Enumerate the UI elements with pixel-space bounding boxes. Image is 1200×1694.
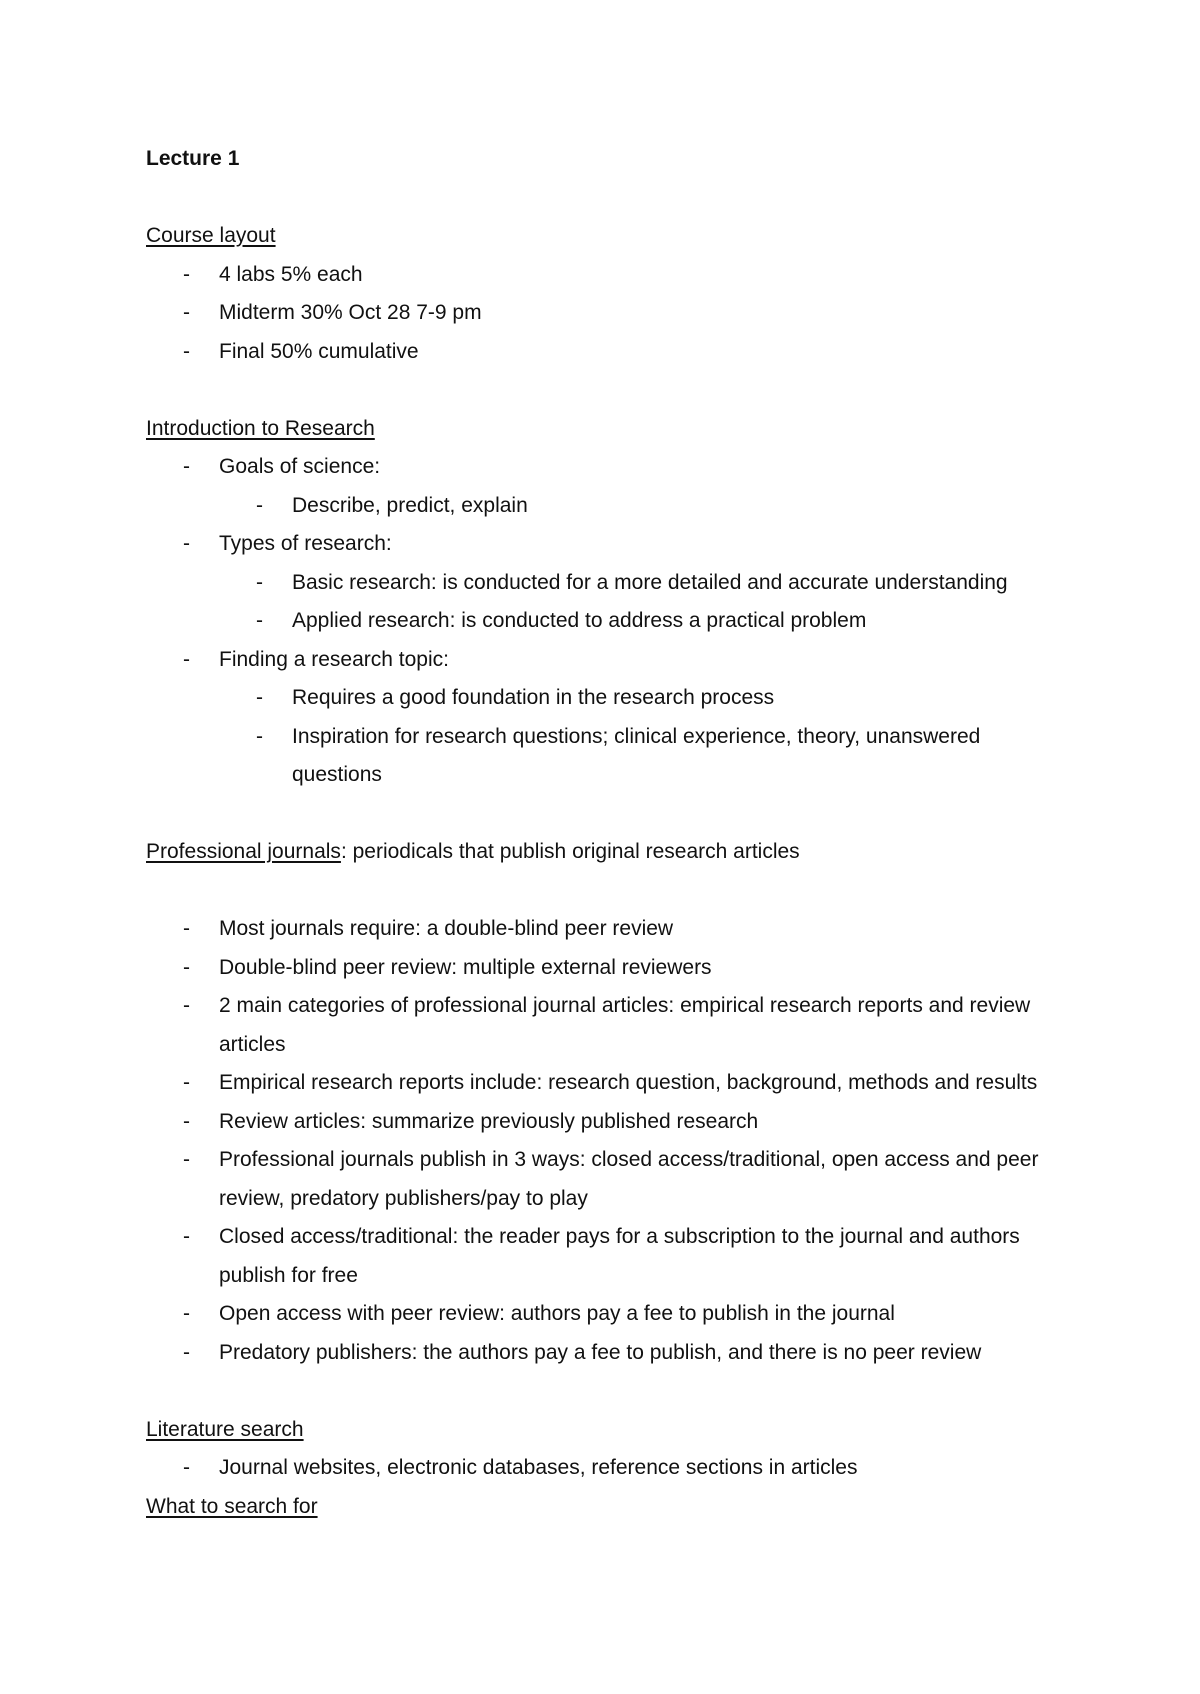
list-item: - Types of research: — [183, 532, 392, 555]
list-item: - Journal websites, electronic databases, reference sections in articles — [183, 1456, 858, 1479]
list-item: - Review articles: summarize previously published research — [183, 1109, 759, 1133]
section-heading: Course layout — [146, 224, 276, 247]
list-item: - Most journals require: a double-blind peer review — [183, 917, 674, 940]
section-introduction — [146, 410, 1076, 795]
document-page — [146, 140, 1076, 1526]
list-item: - Empirical research reports include: research question, background, methods and results — [183, 1071, 1038, 1094]
list-item: - Predatory publishers: the authors pay a fee to publish, and there is no peer review — [183, 1340, 982, 1364]
journals-definition: : periodicals that publish original research articles — [340, 840, 800, 863]
list-item: - Final 50% cumulative — [183, 339, 419, 363]
section-what-to-search — [146, 1488, 1076, 1527]
list-item: - Double-blind peer review: multiple external reviewers — [183, 955, 712, 979]
list-item: - Goals of science: — [183, 455, 381, 478]
list-item: - Finding a research topic: — [183, 647, 449, 671]
spacer — [146, 1372, 1076, 1411]
sub-list-item: - Basic research: is conducted for a more detailed and accurate understanding — [256, 570, 1008, 594]
section-heading: Professional journals — [146, 840, 341, 863]
list-item: - 4 labs 5% each — [183, 262, 363, 286]
list-item: - Closed access/traditional: the reader pays for a subscription to the journal and authors publish for free — [183, 1225, 1020, 1287]
section-heading: Literature search — [146, 1417, 304, 1441]
section-literature-search — [146, 1411, 1076, 1488]
section-heading: What to search for — [146, 1494, 318, 1518]
spacer — [146, 795, 1076, 834]
list-item: - Midterm 30% Oct 28 7-9 pm — [183, 301, 482, 324]
sub-list-item: - Applied research: is conducted to address a practical problem — [256, 609, 867, 632]
spacer — [146, 179, 1076, 218]
list-item: - Professional journals publish in 3 ways: closed access/traditional, open access and peer review, predatory publishers/pay to play — [183, 1148, 1039, 1210]
journals-definition-line — [146, 833, 1076, 872]
section-professional-journals — [146, 833, 1076, 1372]
sub-list-item: - Inspiration for research questions; clinical experience, theory, unanswered questions — [256, 724, 981, 786]
sub-list-item: - Requires a good foundation in the research process — [256, 686, 775, 709]
spacer — [146, 371, 1076, 410]
list-item: - 2 main categories of professional journal articles: empirical research reports and review articles — [183, 994, 1031, 1056]
section-course-layout — [146, 217, 1076, 371]
section-heading: Introduction to Research — [146, 416, 375, 440]
spacer — [146, 872, 1076, 911]
sub-list-item: - Describe, predict, explain — [256, 493, 528, 517]
list-item: - Open access with peer review: authors pay a fee to publish in the journal — [183, 1302, 895, 1325]
document-title: Lecture 1 — [146, 147, 240, 170]
